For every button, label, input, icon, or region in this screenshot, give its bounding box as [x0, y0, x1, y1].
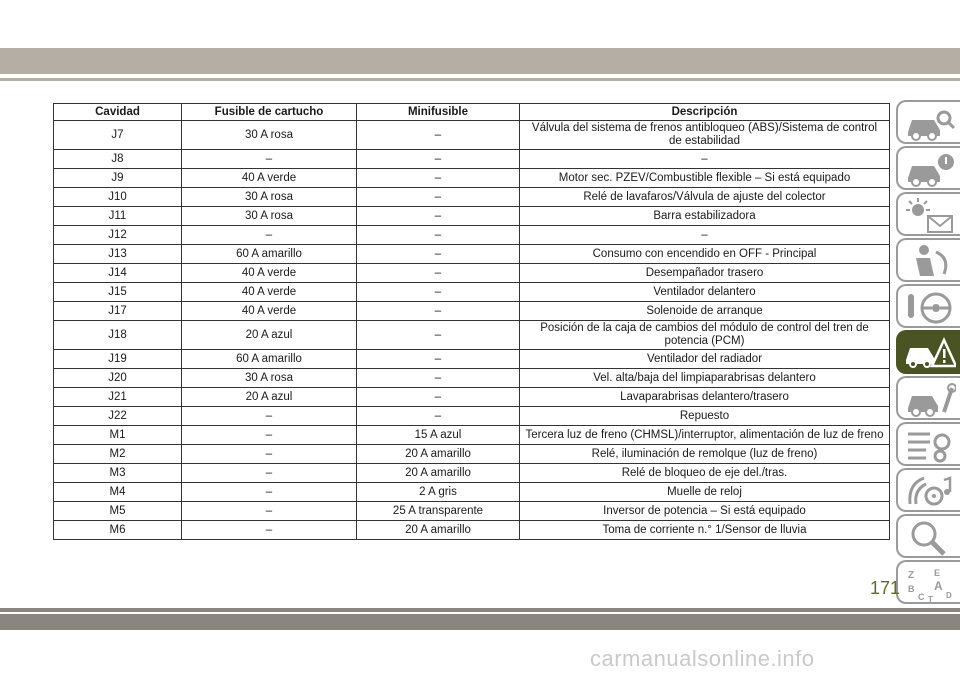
description-cell: Válvula del sistema de frenos antibloqueo (ABS)/Sistema de control de estabilidad — [520, 121, 890, 150]
mini-fuse-cell: 2 A gris — [357, 483, 520, 502]
table-row — [54, 150, 890, 169]
cartridge-fuse-cell: 20 A azul — [182, 388, 357, 407]
car-search-icon — [904, 106, 956, 142]
checklist-gear-icon — [904, 428, 956, 464]
svg-text:E: E — [934, 568, 941, 578]
mini-fuse-cell: – — [357, 245, 520, 264]
cartridge-fuse-cell: 60 A amarillo — [182, 350, 357, 369]
cavity-cell: J22 — [54, 407, 182, 426]
description-cell: Ventilador del radiador — [520, 350, 890, 369]
mini-fuse-cell: 20 A amarillo — [357, 521, 520, 540]
mini-fuse-cell: – — [357, 407, 520, 426]
svg-text:T: T — [928, 595, 933, 602]
cartridge-fuse-cell: – — [182, 426, 357, 445]
cavity-cell: J8 — [54, 150, 182, 169]
cavity-cell: J19 — [54, 350, 182, 369]
table-row — [54, 445, 890, 464]
description-cell: Lavaparabrisas delantero/trasero — [520, 388, 890, 407]
cavity-cell: J18 — [54, 321, 182, 350]
description-cell: Muelle de reloj — [520, 483, 890, 502]
car-emergency-icon — [904, 336, 956, 372]
description-cell: Relé de bloqueo de eje del./tras. — [520, 464, 890, 483]
cartridge-fuse-cell: – — [182, 407, 357, 426]
description-cell: – — [520, 226, 890, 245]
table-header-row — [54, 104, 890, 121]
cartridge-fuse-cell: – — [182, 150, 357, 169]
table-row — [54, 264, 890, 283]
alphabet-index-icon — [904, 566, 956, 602]
cartridge-fuse-cell: 40 A verde — [182, 169, 357, 188]
cartridge-fuse-cell: 30 A rosa — [182, 188, 357, 207]
description-cell: Relé de lavafaros/Válvula de ajuste del colector — [520, 188, 890, 207]
mini-fuse-cell: 15 A azul — [357, 426, 520, 445]
cavity-cell: J11 — [54, 207, 182, 226]
tab-warning-lights[interactable] — [896, 192, 960, 236]
mini-fuse-cell: – — [357, 226, 520, 245]
header-cavity: Cavidad — [54, 104, 182, 121]
mini-fuse-cell: – — [357, 283, 520, 302]
cartridge-fuse-cell: – — [182, 226, 357, 245]
table-row — [54, 302, 890, 321]
footer-rule — [0, 608, 960, 612]
cartridge-fuse-cell: 40 A verde — [182, 283, 357, 302]
mini-fuse-cell: – — [357, 188, 520, 207]
svg-text:D: D — [946, 591, 952, 600]
table-row — [54, 283, 890, 302]
magnifier-icon — [904, 520, 956, 556]
tab-car-search[interactable] — [896, 100, 960, 144]
steering-wheel-icon — [904, 290, 956, 326]
description-cell: Consumo con encendido en OFF - Principal — [520, 245, 890, 264]
page-number: 171 — [870, 578, 901, 598]
mini-fuse-cell: – — [357, 369, 520, 388]
header-mini-fuse: Minifusible — [357, 104, 520, 121]
cavity-cell: M2 — [54, 445, 182, 464]
header-band — [0, 48, 960, 74]
cavity-cell: J13 — [54, 245, 182, 264]
description-cell: Vel. alta/baja del limpiaparabrisas delantero — [520, 369, 890, 388]
table-row — [54, 426, 890, 445]
mini-fuse-cell: – — [357, 388, 520, 407]
cavity-cell: J14 — [54, 264, 182, 283]
cartridge-fuse-cell: – — [182, 502, 357, 521]
table-row — [54, 502, 890, 521]
tab-car-info[interactable] — [896, 146, 960, 190]
mini-fuse-cell: – — [357, 169, 520, 188]
mini-fuse-cell: 25 A transparente — [357, 502, 520, 521]
description-cell: Relé, iluminación de remolque (luz de freno) — [520, 445, 890, 464]
footer-band — [0, 614, 960, 630]
cavity-cell: J12 — [54, 226, 182, 245]
tab-steering[interactable] — [896, 284, 960, 328]
description-cell: Inversor de potencia – Si está equipado — [520, 502, 890, 521]
mini-fuse-cell: – — [357, 207, 520, 226]
cartridge-fuse-cell: 30 A rosa — [182, 207, 357, 226]
watermark-text: carmanualsonline.info — [590, 646, 815, 671]
tab-seat-airbag[interactable] — [896, 238, 960, 282]
cartridge-fuse-cell: 60 A amarillo — [182, 245, 357, 264]
mini-fuse-cell: – — [357, 150, 520, 169]
cavity-cell: M1 — [54, 426, 182, 445]
description-cell: Solenoide de arranque — [520, 302, 890, 321]
warning-lights-icon — [904, 198, 956, 234]
cavity-cell: J21 — [54, 388, 182, 407]
table-row — [54, 226, 890, 245]
table-row — [54, 121, 890, 150]
cartridge-fuse-cell: 40 A verde — [182, 264, 357, 283]
table-row — [54, 464, 890, 483]
description-cell: – — [520, 150, 890, 169]
cavity-cell: M3 — [54, 464, 182, 483]
table-row — [54, 407, 890, 426]
multimedia-icon — [904, 474, 956, 510]
tab-index[interactable] — [896, 560, 960, 604]
cavity-cell: J7 — [54, 121, 182, 150]
description-cell: Motor sec. PZEV/Combustible flexible – Si está equipado — [520, 169, 890, 188]
cavity-cell: J15 — [54, 283, 182, 302]
header-rule — [0, 78, 960, 81]
description-cell: Desempañador trasero — [520, 264, 890, 283]
cartridge-fuse-cell: – — [182, 464, 357, 483]
cartridge-fuse-cell: 30 A rosa — [182, 121, 357, 150]
table-row — [54, 321, 890, 350]
table-row — [54, 483, 890, 502]
table-row — [54, 521, 890, 540]
cartridge-fuse-cell: – — [182, 483, 357, 502]
mini-fuse-cell: – — [357, 302, 520, 321]
svg-text:Z: Z — [908, 570, 915, 581]
tab-emergency[interactable] — [896, 330, 960, 374]
cavity-cell: M4 — [54, 483, 182, 502]
cavity-cell: J20 — [54, 369, 182, 388]
fuse-table — [53, 103, 890, 540]
cartridge-fuse-cell: – — [182, 445, 357, 464]
svg-text:B: B — [908, 584, 915, 594]
car-wrench-icon — [904, 382, 956, 418]
mini-fuse-cell: 20 A amarillo — [357, 445, 520, 464]
svg-text:A: A — [934, 579, 943, 593]
cartridge-fuse-cell: – — [182, 521, 357, 540]
tab-maintenance[interactable] — [896, 376, 960, 420]
description-cell: Tercera luz de freno (CHMSL)/interruptor, alimentación de luz de freno — [520, 426, 890, 445]
table-row — [54, 350, 890, 369]
header-description: Descripción — [520, 104, 890, 121]
description-cell: Ventilador delantero — [520, 283, 890, 302]
tab-search[interactable] — [896, 514, 960, 558]
car-info-icon — [904, 152, 956, 188]
cavity-cell: J10 — [54, 188, 182, 207]
mini-fuse-cell: – — [357, 350, 520, 369]
cartridge-fuse-cell: 30 A rosa — [182, 369, 357, 388]
tab-multimedia[interactable] — [896, 468, 960, 512]
seat-airbag-icon — [904, 244, 956, 280]
tab-specs[interactable] — [896, 422, 960, 466]
cavity-cell: M5 — [54, 502, 182, 521]
mini-fuse-cell: – — [357, 121, 520, 150]
mini-fuse-cell: 20 A amarillo — [357, 464, 520, 483]
description-cell: Toma de corriente n.° 1/Sensor de lluvia — [520, 521, 890, 540]
cavity-cell: J17 — [54, 302, 182, 321]
description-cell: Barra estabilizadora — [520, 207, 890, 226]
table-row — [54, 207, 890, 226]
table-row — [54, 188, 890, 207]
description-cell: Repuesto — [520, 407, 890, 426]
cavity-cell: J9 — [54, 169, 182, 188]
cavity-cell: M6 — [54, 521, 182, 540]
mini-fuse-cell: – — [357, 321, 520, 350]
table-row — [54, 169, 890, 188]
table-row — [54, 245, 890, 264]
cartridge-fuse-cell: 20 A azul — [182, 321, 357, 350]
svg-text:C: C — [918, 592, 925, 602]
table-row — [54, 369, 890, 388]
mini-fuse-cell: – — [357, 264, 520, 283]
description-cell: Posición de la caja de cambios del módulo de control del tren de potencia (PCM) — [520, 321, 890, 350]
cartridge-fuse-cell: 40 A verde — [182, 302, 357, 321]
header-cartridge-fuse: Fusible de cartucho — [182, 104, 357, 121]
table-row — [54, 388, 890, 407]
